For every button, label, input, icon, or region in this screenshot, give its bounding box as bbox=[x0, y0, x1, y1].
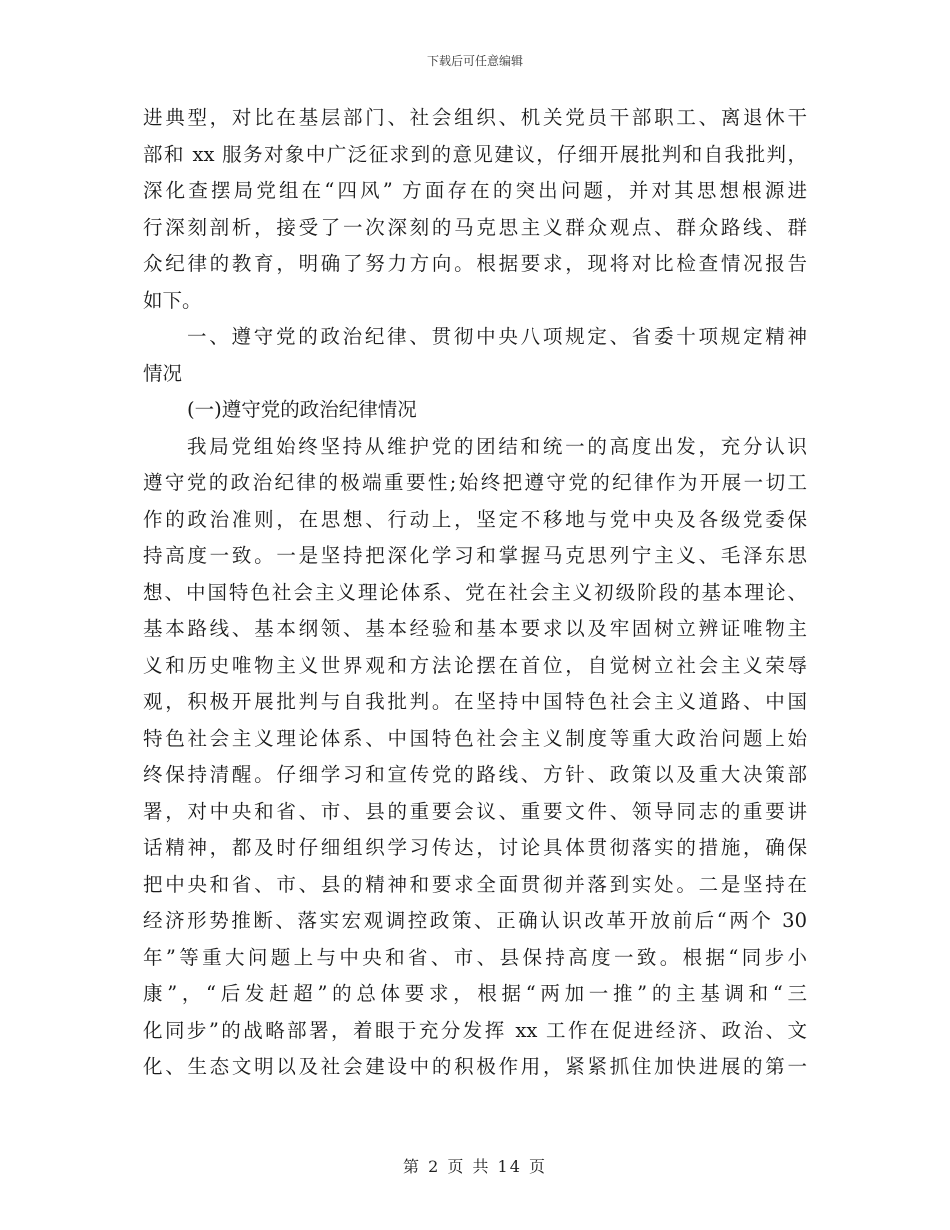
text-line: 部和 xx 服务对象中广泛征求到的意见建议，仔细开展批判和自我批判， bbox=[143, 142, 807, 166]
page-header-note: 下载后可任意编辑 bbox=[426, 54, 523, 68]
text-line: 众纪律的教育，明确了努力方向。根据要求，现将对比检查情况报告 bbox=[143, 252, 807, 275]
text-line: 话精神，都及时仔细组织学习传达，讨论具体贯彻落实的措施，确保 bbox=[143, 836, 807, 859]
text-line: 义和历史唯物主义世界观和方法论摆在首位，自觉树立社会主义荣辱 bbox=[143, 653, 807, 677]
text-line: 化、生态文明以及社会建设中的积极作用，紧紧抓住加快进展的第一 bbox=[143, 1055, 807, 1078]
text-line: 年”等重大问题上与中央和省、市、县保持高度一致。根据“同步小 bbox=[143, 945, 807, 969]
text-line: 特色社会主义理论体系、中国特色社会主义制度等重大政治问题上始 bbox=[143, 726, 807, 750]
text-line: 深化查摆局党组在“四风” 方面存在的突出问题，并对其思想根源进 bbox=[143, 179, 807, 202]
text-line: 经济形势推断、落实宏观调控政策、正确认识改革开放前后“两个 30 bbox=[143, 909, 807, 932]
text-line: 基本路线、基本纲领、基本经验和基本要求以及牢固树立辨证唯物主 bbox=[143, 617, 807, 640]
text-line: 把中央和省、市、县的精神和要求全面贯彻并落到实处。二是坚持在 bbox=[143, 872, 807, 896]
text-line: 持高度一致。一是坚持把深化学习和掌握马克思列宁主义、毛泽东思 bbox=[143, 544, 807, 567]
text-line: 终保持清醒。仔细学习和宣传党的路线、方针、政策以及重大决策部 bbox=[143, 763, 807, 786]
subsection-heading: (一)遵守党的政治纪律情况 bbox=[187, 398, 417, 421]
text-line: 想、中国特色社会主义理论体系、党在社会主义初级阶段的基本理论、 bbox=[143, 580, 807, 604]
section-heading-cont: 情况 bbox=[143, 361, 183, 385]
text-line: 遵守党的政治纪律的极端重要性;始终把遵守党的纪律作为开展一切工 bbox=[143, 471, 807, 494]
text-line: 进典型，对比在基层部门、社会组织、机关党员干部职工、离退休干 bbox=[143, 106, 807, 129]
text-line: 康”，“后发赶超”的总体要求，根据“两加一推”的主基调和“三 bbox=[143, 982, 807, 1005]
text-line: 行深刻剖析，接受了一次深刻的马克思主义群众观点、群众路线、群 bbox=[143, 215, 807, 239]
text-line: 化同步”的战略部署，着眼于充分发挥 xx 工作在促进经济、政治、文 bbox=[143, 1018, 807, 1042]
text-line: 如下。 bbox=[143, 288, 202, 312]
page-number: 第 2 页 共 14 页 bbox=[403, 1157, 547, 1176]
section-heading: 一、遵守党的政治纪律、贯彻中央八项规定、省委十项规定精神 bbox=[187, 325, 807, 348]
text-line: 观，积极开展批判与自我批判。在坚持中国特色社会主义道路、中国 bbox=[143, 690, 807, 713]
text-line: 我局党组始终坚持从维护党的团结和统一的高度出发，充分认识 bbox=[187, 434, 807, 458]
text-line: 作的政治准则，在思想、行动上，坚定不移地与党中央及各级党委保 bbox=[143, 507, 807, 531]
text-line: 署，对中央和省、市、县的重要会议、重要文件、领导同志的重要讲 bbox=[143, 799, 807, 823]
document-body bbox=[143, 100, 807, 1086]
